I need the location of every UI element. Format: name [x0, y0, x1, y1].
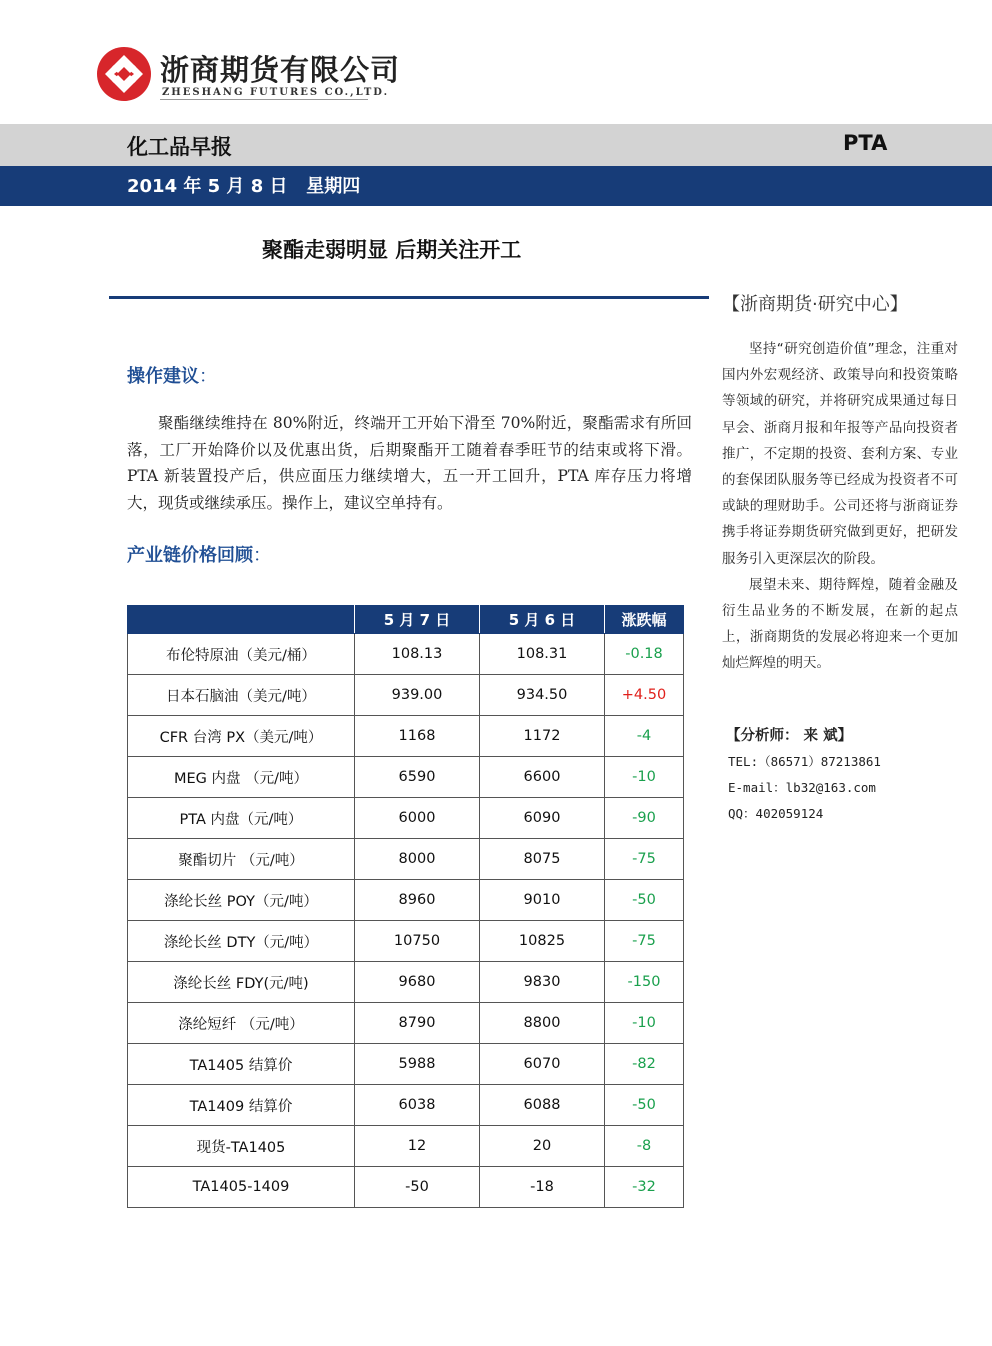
- row-may7-cell: 5988: [355, 1044, 480, 1085]
- table-body: [128, 634, 684, 1208]
- column-header-may7: 5 月 7 日: [355, 606, 480, 634]
- price-review-heading: [127, 541, 271, 567]
- advice-paragraph: 聚酯继续维持在 80%附近，终端开工开始下滑至 70%附近，聚酯需求有所回落，工厂开始降价以及优惠出货，后期聚酯开工随着春季旺节的结束或将下滑。PTA 新装置投产后，供应面压力继续增大，五一开工回升，PTA 库存压力将增大，现货或继续承压。操作上，建议空单持有。: [127, 414, 692, 512]
- row-item-cell: 涤纶长丝 FDY(元/吨): [128, 962, 355, 1003]
- row-change-cell: -0.18: [605, 634, 684, 675]
- table-row: [128, 962, 684, 1003]
- row-may7-cell: 108.13: [355, 634, 480, 675]
- analyst-block: [726, 724, 966, 827]
- row-change-cell: -82: [605, 1044, 684, 1085]
- table-row: [128, 675, 684, 716]
- row-item-cell: 聚酯切片 （元/吨）: [128, 839, 355, 880]
- company-name-en: ZHESHANG FUTURES CO.,LTD.: [162, 87, 390, 98]
- row-may7-cell: 1168: [355, 716, 480, 757]
- analyst-tel: TEL:（86571）87213861: [728, 754, 881, 769]
- row-item-cell: MEG 内盘 （元/吨）: [128, 757, 355, 798]
- row-may7-cell: 6590: [355, 757, 480, 798]
- row-may6-cell: 6088: [480, 1085, 605, 1126]
- row-change-cell: -10: [605, 757, 684, 798]
- price-table: [127, 605, 684, 1208]
- row-may6-cell: 8075: [480, 839, 605, 880]
- page-title: 聚酯走弱明显 后期关注开工: [262, 238, 522, 262]
- row-may7-cell: 6000: [355, 798, 480, 839]
- row-may6-cell: 934.50: [480, 675, 605, 716]
- row-change-cell: -50: [605, 880, 684, 921]
- sidebar-intro-paragraph: 坚持“研究创造价值”理念，注重对国内外宏观经济、政策导向和投资策略等领域的研究，并将研究成果通过每日早会、浙商月报和年报等产品向投资者推广，不定期的投资、套利方案、专业的套保团队服务等已经成为投资者不可或缺的理财助手。公司还将与浙商证券携手将证券期货研究做到更好，把研发服务引入更深层次的阶段。: [722, 341, 958, 567]
- row-item-cell: 涤纶长丝 POY（元/吨）: [128, 880, 355, 921]
- row-change-cell: -75: [605, 839, 684, 880]
- row-item-cell: PTA 内盘（元/吨）: [128, 798, 355, 839]
- row-may6-cell: 20: [480, 1126, 605, 1167]
- advice-heading: [127, 362, 217, 388]
- company-name-cn: 浙商期货有限公司: [160, 53, 401, 87]
- row-change-cell: -150: [605, 962, 684, 1003]
- row-item-cell: 布伦特原油（美元/桶）: [128, 634, 355, 675]
- advice-heading-text: 操作建议: [127, 366, 199, 387]
- advice-heading-colon: ：: [199, 366, 217, 387]
- row-change-cell: -10: [605, 1003, 684, 1044]
- table-row: [128, 634, 684, 675]
- table-row: [128, 1167, 684, 1208]
- row-item-cell: 现货-TA1405: [128, 1126, 355, 1167]
- row-may7-cell: 8790: [355, 1003, 480, 1044]
- table-row: [128, 1003, 684, 1044]
- company-emblem-icon: [96, 46, 152, 102]
- column-header-change: 涨跌幅: [605, 606, 684, 634]
- company-logo: [96, 44, 401, 106]
- table-row: [128, 880, 684, 921]
- analyst-qq: QQ：402059124: [728, 806, 824, 821]
- row-item-cell: TA1409 结算价: [128, 1085, 355, 1126]
- column-header-item: [128, 606, 355, 634]
- row-change-cell: -8: [605, 1126, 684, 1167]
- row-may7-cell: 8000: [355, 839, 480, 880]
- row-change-cell: -75: [605, 921, 684, 962]
- sidebar-title: 【浙商期货·研究中心】: [722, 294, 908, 315]
- sidebar-outlook-paragraph: 展望未来、期待辉煌，随着金融及衍生品业务的不断发展，在新的起点上，浙商期货的发展必将迎来一个更加灿烂辉煌的明天。: [722, 576, 958, 672]
- row-change-cell: -4: [605, 716, 684, 757]
- table-row: [128, 798, 684, 839]
- row-may7-cell: 10750: [355, 921, 480, 962]
- column-header-may6: 5 月 6 日: [480, 606, 605, 634]
- row-may6-cell: 1172: [480, 716, 605, 757]
- title-rule: [109, 296, 709, 299]
- table-header-row: [128, 606, 684, 634]
- row-may7-cell: 8960: [355, 880, 480, 921]
- analyst-title: 【分析师： 来 斌】: [726, 728, 853, 744]
- logo-divider: [160, 99, 368, 100]
- row-may7-cell: 6038: [355, 1085, 480, 1126]
- table-row: [128, 1044, 684, 1085]
- row-item-cell: 日本石脑油（美元/吨）: [128, 675, 355, 716]
- table-row: [128, 1126, 684, 1167]
- row-may6-cell: -18: [480, 1167, 605, 1208]
- row-may6-cell: 10825: [480, 921, 605, 962]
- row-may6-cell: 8800: [480, 1003, 605, 1044]
- row-may6-cell: 6090: [480, 798, 605, 839]
- row-may6-cell: 6600: [480, 757, 605, 798]
- row-change-cell: -32: [605, 1167, 684, 1208]
- row-may7-cell: 12: [355, 1126, 480, 1167]
- row-may6-cell: 6070: [480, 1044, 605, 1085]
- row-change-cell: -90: [605, 798, 684, 839]
- row-may6-cell: 108.31: [480, 634, 605, 675]
- row-may7-cell: 9680: [355, 962, 480, 1003]
- table-row: [128, 1085, 684, 1126]
- row-change-cell: +4.50: [605, 675, 684, 716]
- row-may7-cell: -50: [355, 1167, 480, 1208]
- price-review-heading-text: 产业链价格回顾: [127, 545, 253, 566]
- report-date: 2014 年 5 月 8 日 星期四: [127, 176, 361, 197]
- row-item-cell: 涤纶短纤 （元/吨）: [128, 1003, 355, 1044]
- row-may7-cell: 939.00: [355, 675, 480, 716]
- product-name: PTA: [843, 131, 888, 155]
- table-row: [128, 921, 684, 962]
- row-item-cell: 涤纶长丝 DTY（元/吨）: [128, 921, 355, 962]
- row-may6-cell: 9830: [480, 962, 605, 1003]
- table-row: [128, 839, 684, 880]
- row-item-cell: TA1405-1409: [128, 1167, 355, 1208]
- price-review-heading-colon: ：: [253, 545, 271, 566]
- row-item-cell: CFR 台湾 PX（美元/吨）: [128, 716, 355, 757]
- sidebar-research-center: [722, 290, 958, 677]
- row-change-cell: -50: [605, 1085, 684, 1126]
- analyst-email[interactable]: E-mail：lb32@163.com: [728, 780, 876, 795]
- table-row: [128, 716, 684, 757]
- report-type: 化工品早报: [127, 135, 232, 159]
- row-may6-cell: 9010: [480, 880, 605, 921]
- row-item-cell: TA1405 结算价: [128, 1044, 355, 1085]
- table-row: [128, 757, 684, 798]
